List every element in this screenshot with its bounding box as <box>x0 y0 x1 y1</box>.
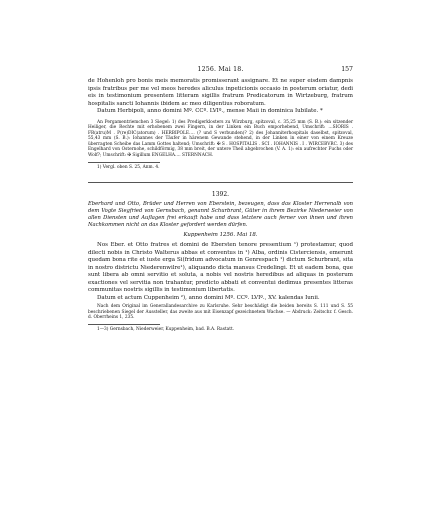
document-separator <box>88 182 353 183</box>
footnote-top: 1) Vergl. oben S. 25, Anm. 4. <box>97 164 160 170</box>
seal-description: An Pergamentriemchen 3 Siegel: 1) des Predigerklosters zu Wirzburg, spitzoval, c. 35,25 mm (S. B.): ein sitzender Heiliger, die Rechte mit erhobenem zwei Fingern, in der Linken ein Buch emporhebend, Umschrift: …SIORIS . FR(atru)M . P(re)DIC(atorum) . HERBIPOLE…. (? und S verbunden)? 2) des Johanniterhospitals daselbst, spitzoval, 55,43 mm (S. B.): Iohannes der Täufer in härenem Gewande stehend, in der Linken in einer von einem Kreuze überragten Scheibe das Lamm Gottes haltend; Umschrift: ✠ S . HOSPITALIS . SCI . IOHANNIS . I . WIRCEBVRC. 3) des Engelhard von Osternohe, schildförmig, 38 mm breit, der untere Theil abgebrochen (V. A. 1): ein aufrechter Fuchs oder Wolf?; Umschrift: ✠ Sigillum ENGELHA…. STERNNACH. <box>88 119 353 159</box>
footnote-separator <box>88 162 160 163</box>
continued-paragraph: de Hohenloh pro bonis meis memoratis promisserant assignare. Et ne super eisdem dampnis ipsis fratribus per me vel meos heredes aliculus inpeticionis occasio in posterum oriatur, dedi eis in testimonium presentem litteram sigillis fratrum Predicatorum in Wirtzeburg, fratrum hospitalis sancti Iohannis ibidem ac meo diligentius roboratum. <box>88 78 353 107</box>
page-header <box>88 66 353 78</box>
document-number: 1392. <box>211 191 230 199</box>
regest-summary: Eberhard und Otto, Brüder und Herren von Eberstein, bezeugen, dass das Kloster Herrenalb von dem Vogte Siegfried von Gernsbach, genannt Schurbrant, Güter in ihrem Bezirke Niederweier von allen Diensten und Auflagen frei erkauft habe und dass letztere auch ferner von ihnen und ihren Nachkommen nicht an das Kloster gefordert werden dürfen. <box>88 201 353 229</box>
running-title: 1256. Mai 18. <box>197 66 244 73</box>
footnote-bottom: 1—3) Gernsbach, Niederweier, Kuppenheim, bad. B.A. Rastatt. <box>97 327 235 333</box>
source-note: Nach dem Original im Generallandesarchive zu Karlsruhe. Sehr beschädigt die beiden bereits S. 111 und S. 55 beschriebenen Siegel der Aussteller, das zweite aus mit Eisenzapf gezeichnetem Wachse. — Abdruck: Zeitschr. f. Gesch. d. Oberrheins 1, 235. <box>88 304 353 321</box>
page <box>88 66 353 333</box>
document-body: Nos Eber. et Otto fratres et domini de Ebersten tenore presentium ¹) protestamur, quod dilecti nobis in Christo Walterus abbas et conventus in ¹) Alba, ordinis Cisterciensis, emerunt quedam bona rite et iuste erga Si(fridum advocatum in Genrespach ¹) dictum Schurbrant, sita in nostro districtu Niederenwilre¹), aliquando dicta mansus Credelingi. Et ut eadem bona, que sunt libera ab omni servitio et soluta, a nobis vel nostris heredibus ad aliquas in posterum exactiones vel servitia non trahantur, predicto abbati et conventui dedimus presentes litteras communitas nostris sigillis in testimonium libertatis. <box>88 242 353 294</box>
continued-date-line: Datum Herbipoli, anno domini Mº. CCº. LVIº., mense Maii in dominica Iubilate. * <box>97 108 323 114</box>
footnote-separator-bottom <box>88 324 160 325</box>
document-date-line: Datum et actum Cuppenheim ²), anno domini Mº. CCº. LVIº., XV. kalendas Iunii. <box>97 294 320 301</box>
place-date: Kuppenheim 1256. Mai 18. <box>183 232 258 239</box>
page-number: 157 <box>341 66 353 73</box>
